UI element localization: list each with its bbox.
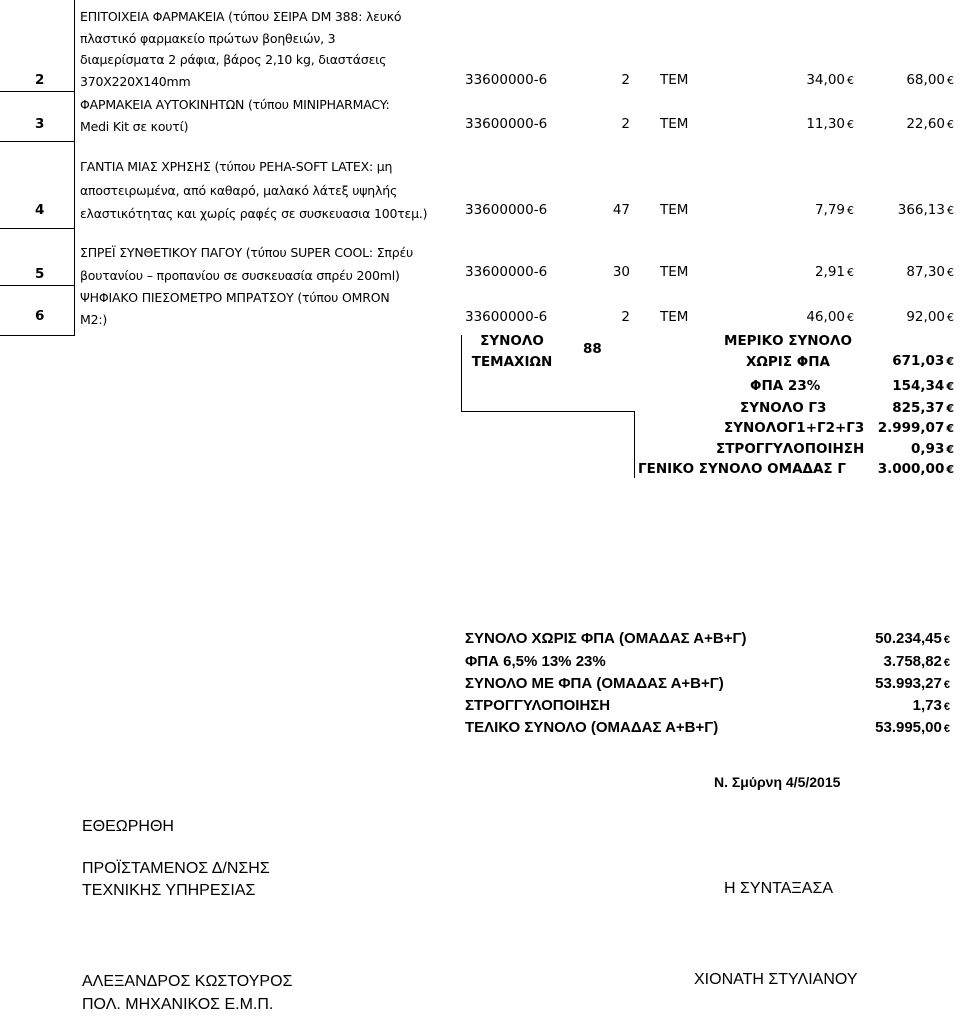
cpv-code: 33600000-6 (465, 264, 548, 280)
summary-bottom-border (461, 411, 635, 412)
author-label: Η ΣΥΝΤΑΞΑΣΑ (724, 880, 834, 897)
quantity: 47 (612, 202, 630, 218)
rounding-label: ΣΤΡΟΓΓΥΛΟΠΟΙΗΣΗ (716, 441, 865, 457)
row-description: ΨΗΦΙΑΚΟ ΠΙΕΣΟΜΕΤΡΟ ΜΠΡΑΤΣΟΥ (τύπου OMRON M2:) (80, 290, 390, 327)
quantity: 2 (621, 116, 630, 132)
quantity: 2 (621, 309, 630, 325)
grand-total-value: 50.234,45 € (875, 630, 950, 647)
unit-price: 2,91 € (814, 264, 854, 280)
total-g1g2g3-value: 2.999,07 € (877, 420, 954, 436)
items-total-value: 88 (583, 341, 602, 357)
summary-inner-border (634, 412, 635, 478)
line-total: 92,00 € (906, 309, 954, 325)
final-total-label: ΤΕΛΙΚΟ ΣΥΝΟΛΟ (ΟΜΑΔΑΣ Α+Β+Γ) (465, 719, 719, 736)
line-total: 87,30 € (906, 264, 954, 280)
rounding-value: 0,93 € (911, 441, 954, 457)
unit: ΤΕΜ (660, 72, 689, 88)
cpv-code: 33600000-6 (465, 309, 548, 325)
head-role: ΠΟΛ. ΜΗΧΑΝΙΚΟΣ Ε.Μ.Π. (82, 996, 274, 1013)
row-number: 6 (35, 308, 45, 324)
row-number: 2 (35, 72, 45, 88)
head-signature-block (82, 970, 292, 1016)
row-description: ΦΑΡΜΑΚΕΙΑ ΑΥΤΟΚΙΝΗΤΩΝ (τύπου MINIPHARMACY: Medi Kit σε κουτί) (80, 97, 390, 134)
row-description: ΓΑΝΤΙΑ ΜΙΑΣ ΧΡΗΣΗΣ (τύπου PEHA-SOFT LATEX: μη αποστειρωμένα, από καθαρό, μαλακό λάτεξ υψηλής ελαστικότητας και χωρίς ραφές σε συσκευασια 100τεμ.) (80, 159, 428, 221)
total-g1g2g3-label: ΣΥΝΟΛΟΓ1+Γ2+Γ3 (724, 420, 865, 436)
grand-vat-value: 3.758,82 € (883, 653, 950, 670)
row-divider (0, 141, 75, 142)
date-place: Ν. Σμύρνη 4/5/2015 (714, 774, 841, 790)
unit-price: 46,00 € (806, 309, 854, 325)
line-total: 366,13 € (897, 202, 954, 218)
grand-rounding-label: ΣΤΡΟΓΓΥΛΟΠΟΙΗΣΗ (465, 697, 611, 714)
unit: ΤΕΜ (660, 202, 689, 218)
row-description: ΣΠΡΕΪ ΣΥΝΘΕΤΙΚΟΥ ΠΑΓΟΥ (τύπου SUPER COOL: Σπρέυ βουτανίου – προπανίου σε συσκευασία σπρέυ 200ml) (80, 245, 414, 283)
row-number: 4 (35, 202, 45, 218)
approved-label: ΕΘΕΩΡΗΘΗ (82, 818, 174, 835)
row-description: ΕΠΙΤΟΙΧΕΙΑ ΦΑΡΜΑΚΕΙΑ (τύπου ΣΕΙΡΑ DM 388: λευκό πλαστικό φαρμακείο πρώτων βοηθειών, 3 διαμερίσματα 2 ράφια, βάρος 2,10 kg, διαστάσεις 370Χ220Χ140mm (80, 9, 402, 89)
grand-vat-label: ΦΠΑ 6,5% 13% 23% (465, 653, 606, 670)
unit-price: 7,79 € (814, 202, 854, 218)
head-name: ΑΛΕΞΑΝΔΡΟΣ ΚΩΣΤΟΥΡΟΣ (82, 973, 293, 990)
unit: ΤΕΜ (660, 309, 689, 325)
row-divider (0, 335, 75, 336)
head-title: ΠΡΟΪΣΤΑΜΕΝΟΣ Δ/ΝΣΗΣ ΤΕΧΝΙΚΗΣ ΥΠΗΡΕΣΙΑΣ (82, 860, 270, 899)
vat-label: ΦΠΑ 23% (750, 378, 821, 394)
items-total-label: ΣΥΝΟΛΟ ΤΕΜΑΧΙΩΝ (471, 333, 553, 370)
total-g3-label: ΣΥΝΟΛΟ Γ3 (740, 400, 827, 416)
row-number: 5 (35, 266, 45, 282)
grand-total-label: ΣΥΝΟΛΟ ΧΩΡΙΣ ΦΠΑ (ΟΜΑΔΑΣ Α+Β+Γ) (465, 630, 747, 647)
vat-value: 154,34 € (892, 378, 954, 394)
grand-with-vat-label: ΣΥΝΟΛΟ ΜΕ ΦΠΑ (ΟΜΑΔΑΣ Α+Β+Γ) (465, 675, 724, 692)
unit-price: 34,00 € (806, 72, 854, 88)
row-divider (0, 285, 75, 286)
cpv-code: 33600000-6 (465, 72, 548, 88)
line-total: 22,60 € (906, 116, 954, 132)
subtotal-value: 671,03 € (892, 353, 954, 369)
row-divider (0, 228, 75, 229)
unit: ΤΕΜ (660, 264, 689, 280)
cpv-code: 33600000-6 (465, 202, 548, 218)
final-total-value: 53.995,00 € (875, 719, 950, 736)
quantity: 30 (612, 264, 630, 280)
grand-rounding-value: 1,73 € (912, 697, 950, 714)
line-total: 68,00 € (906, 72, 954, 88)
row-number: 3 (35, 116, 45, 132)
cpv-code: 33600000-6 (465, 116, 548, 132)
author-name: ΧΙΟΝΑΤΗ ΣΤΥΛΙΑΝΟΥ (694, 971, 858, 988)
quantity: 2 (621, 72, 630, 88)
subtotal-label: ΜΕΡΙΚΟ ΣΥΝΟΛΟ ΧΩΡΙΣ ΦΠΑ (724, 333, 852, 370)
unit: ΤΕΜ (660, 116, 689, 132)
unit-price: 11,30 € (806, 116, 854, 132)
total-g3-value: 825,37 € (892, 400, 954, 416)
row-divider (0, 91, 75, 92)
group-total-value: 3.000,00 € (877, 461, 954, 477)
grand-with-vat-value: 53.993,27 € (875, 675, 950, 692)
group-total-label: ΓΕΝΙΚΟ ΣΥΝΟΛΟ ΟΜΑΔΑΣ Γ (638, 461, 846, 477)
